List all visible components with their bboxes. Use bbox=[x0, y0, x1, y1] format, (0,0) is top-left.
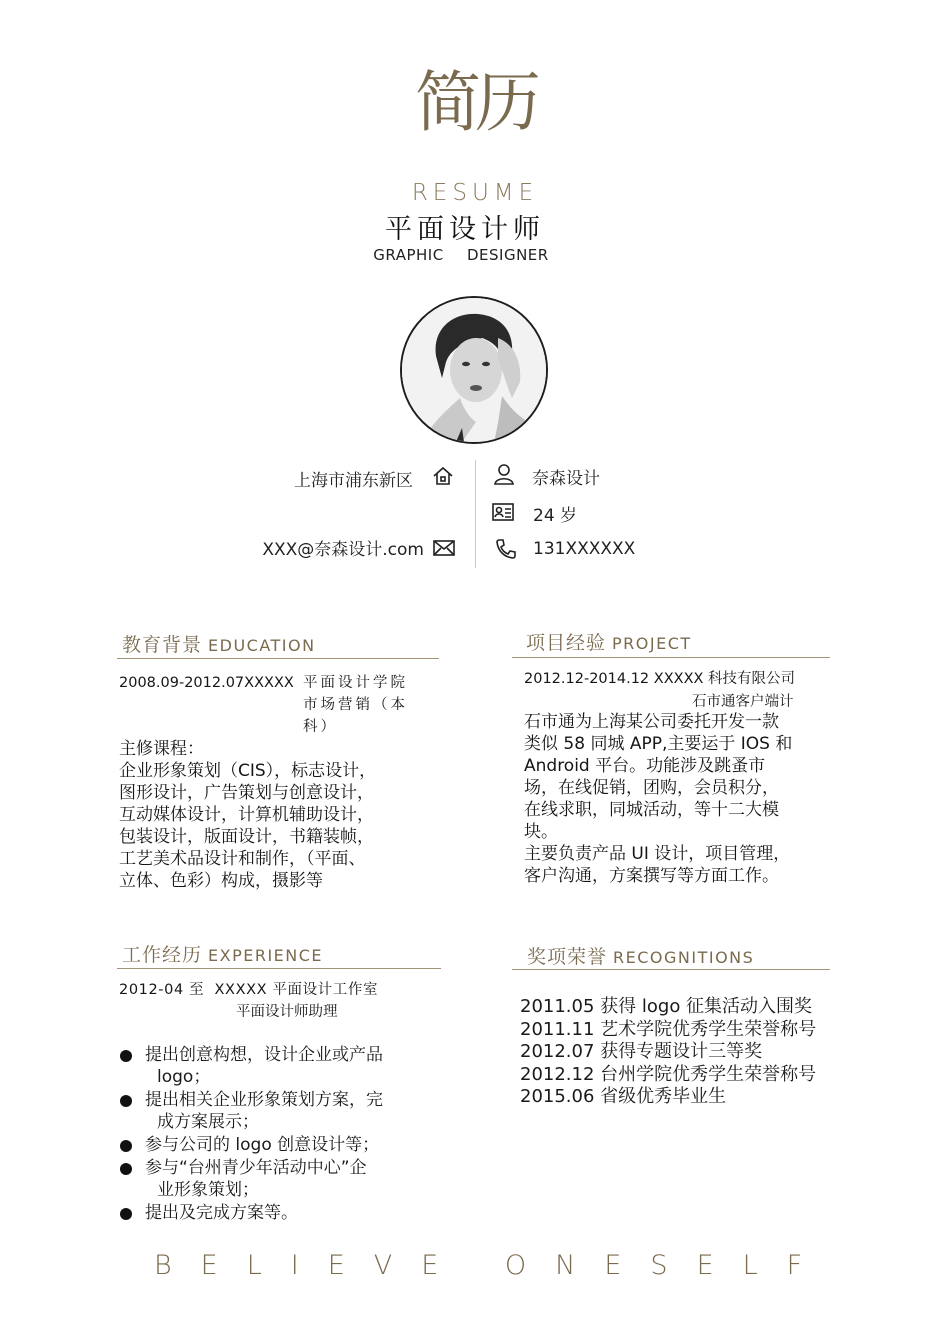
avatar bbox=[400, 296, 548, 444]
experience-item bbox=[119, 1157, 449, 1201]
contact-divider bbox=[475, 460, 476, 568]
portrait-photo bbox=[402, 298, 546, 442]
mail-icon bbox=[432, 536, 456, 560]
education-school-line1: 平面设计学院 bbox=[303, 675, 408, 691]
experience-item bbox=[119, 1134, 449, 1156]
education-heading-en: EDUCATION bbox=[208, 636, 316, 655]
address-text: 上海市浦东新区 bbox=[294, 471, 413, 491]
experience-item-line: 参与“台州青少年活动中心”企 bbox=[145, 1158, 367, 1178]
experience-position: 平面设计师助理 bbox=[236, 1004, 338, 1020]
courses-line: 包装设计，版面设计，书籍装帧， bbox=[119, 827, 374, 847]
age-text: 24 岁 bbox=[533, 506, 578, 526]
experience-item-line: 提出相关企业形象策划方案，完 bbox=[145, 1090, 383, 1110]
experience-item-line: 业形象策划； bbox=[157, 1180, 259, 1200]
project-desc-line: 块。 bbox=[524, 822, 558, 842]
recognitions-underline bbox=[512, 969, 830, 970]
recognition-item: 2015.06 省级优秀毕业生 bbox=[520, 1086, 727, 1107]
education-heading bbox=[122, 630, 316, 657]
name-text: 奈森设计 bbox=[532, 469, 600, 489]
courses-line: 工艺美术品设计和制作，（平面、 bbox=[119, 849, 366, 869]
experience-item-line: 提出及完成方案等。 bbox=[145, 1203, 298, 1223]
project-heading-en: PROJECT bbox=[612, 634, 692, 653]
recognitions-heading-cn: 奖项荣誉 bbox=[527, 946, 608, 968]
project-desc-line: 场，在线促销，团购，会员积分， bbox=[524, 778, 779, 798]
home-icon bbox=[431, 464, 455, 488]
project-desc-line: 类似 58 同城 APP,主要运于 IOS 和 bbox=[524, 734, 793, 754]
experience-heading bbox=[122, 940, 323, 967]
education-school-line2: 市场营销（本 bbox=[303, 697, 408, 713]
project-heading bbox=[526, 628, 692, 655]
recognitions-heading-en: RECOGNITIONS bbox=[613, 948, 755, 967]
courses-line: 互动媒体设计，计算机辅助设计， bbox=[119, 805, 374, 825]
project-desc-line: 客户沟通，方案撰写等方面工作。 bbox=[524, 866, 779, 886]
experience-item bbox=[119, 1089, 449, 1133]
education-school-line3: 科） bbox=[303, 719, 338, 735]
project-description bbox=[524, 711, 792, 887]
experience-item-line: logo； bbox=[157, 1067, 211, 1087]
courses-block bbox=[119, 738, 376, 892]
education-heading-cn: 教育背景 bbox=[122, 634, 203, 656]
project-underline bbox=[512, 657, 830, 658]
recognition-item: 2012.07 获得专题设计三等奖 bbox=[520, 1041, 763, 1062]
recognitions-list bbox=[520, 996, 816, 1109]
education-period: 2008.09-2012.07XXXXX bbox=[119, 675, 294, 691]
project-desc-line: 主要负责产品 UI 设计，项目管理， bbox=[524, 844, 791, 864]
experience-underline bbox=[117, 968, 441, 969]
job-title-cn: 平面设计师 bbox=[385, 214, 545, 245]
courses-line: 立体、色彩）构成，摄影等 bbox=[119, 871, 323, 891]
phone-icon bbox=[494, 537, 518, 561]
experience-item bbox=[119, 1044, 449, 1088]
experience-period-company: 2012-04 至 XXXXX 平面设计工作室 bbox=[119, 982, 379, 998]
courses-line: 企业形象策划（CIS），标志设计， bbox=[119, 761, 377, 781]
experience-heading-en: EXPERIENCE bbox=[208, 946, 324, 965]
footer-motto: BELIEVE ONESELF bbox=[154, 1250, 832, 1281]
courses-line: 图形设计，广告策划与创意设计， bbox=[119, 783, 374, 803]
project-heading-cn: 项目经验 bbox=[526, 632, 607, 654]
recognition-item: 2012.12 台州学院优秀学生荣誉称号 bbox=[520, 1063, 817, 1085]
experience-item-line: 参与公司的 logo 创意设计等； bbox=[145, 1135, 380, 1155]
project-name: 石市通客户端计 bbox=[692, 694, 794, 710]
job-title-en: GRAPHIC DESIGNER bbox=[373, 246, 549, 264]
project-desc-line: 石市通为上海某公司委托开发一款 bbox=[524, 712, 779, 732]
recognition-item: 2011.05 获得 logo 征集活动入围奖 bbox=[520, 996, 813, 1017]
courses-label: 主修课程： bbox=[119, 739, 204, 759]
project-desc-line: 在线求职，同城活动，等十二大模 bbox=[524, 800, 779, 820]
experience-list bbox=[119, 1044, 449, 1225]
resume-title-en: RESUME bbox=[411, 180, 539, 206]
experience-item-line: 提出创意构想，设计企业或产品 bbox=[145, 1045, 383, 1065]
experience-heading-cn: 工作经历 bbox=[122, 944, 203, 966]
resume-title-cn: 简历 bbox=[415, 64, 535, 141]
phone-text: 131XXXXXX bbox=[533, 539, 636, 559]
user-icon bbox=[492, 462, 516, 486]
education-underline bbox=[117, 658, 439, 659]
recognition-item: 2011.11 艺术学院优秀学生荣誉称号 bbox=[520, 1018, 817, 1040]
email-text: XXX@奈森设计.com bbox=[262, 540, 424, 560]
experience-item bbox=[119, 1202, 449, 1224]
recognitions-heading bbox=[527, 942, 754, 969]
id-card-icon bbox=[491, 500, 515, 524]
project-period-company: 2012.12-2014.12 XXXXX 科技有限公司 bbox=[524, 671, 796, 687]
experience-item-line: 成方案展示； bbox=[157, 1112, 259, 1132]
project-desc-line: Android 平台。功能涉及跳蚤市 bbox=[524, 756, 766, 776]
